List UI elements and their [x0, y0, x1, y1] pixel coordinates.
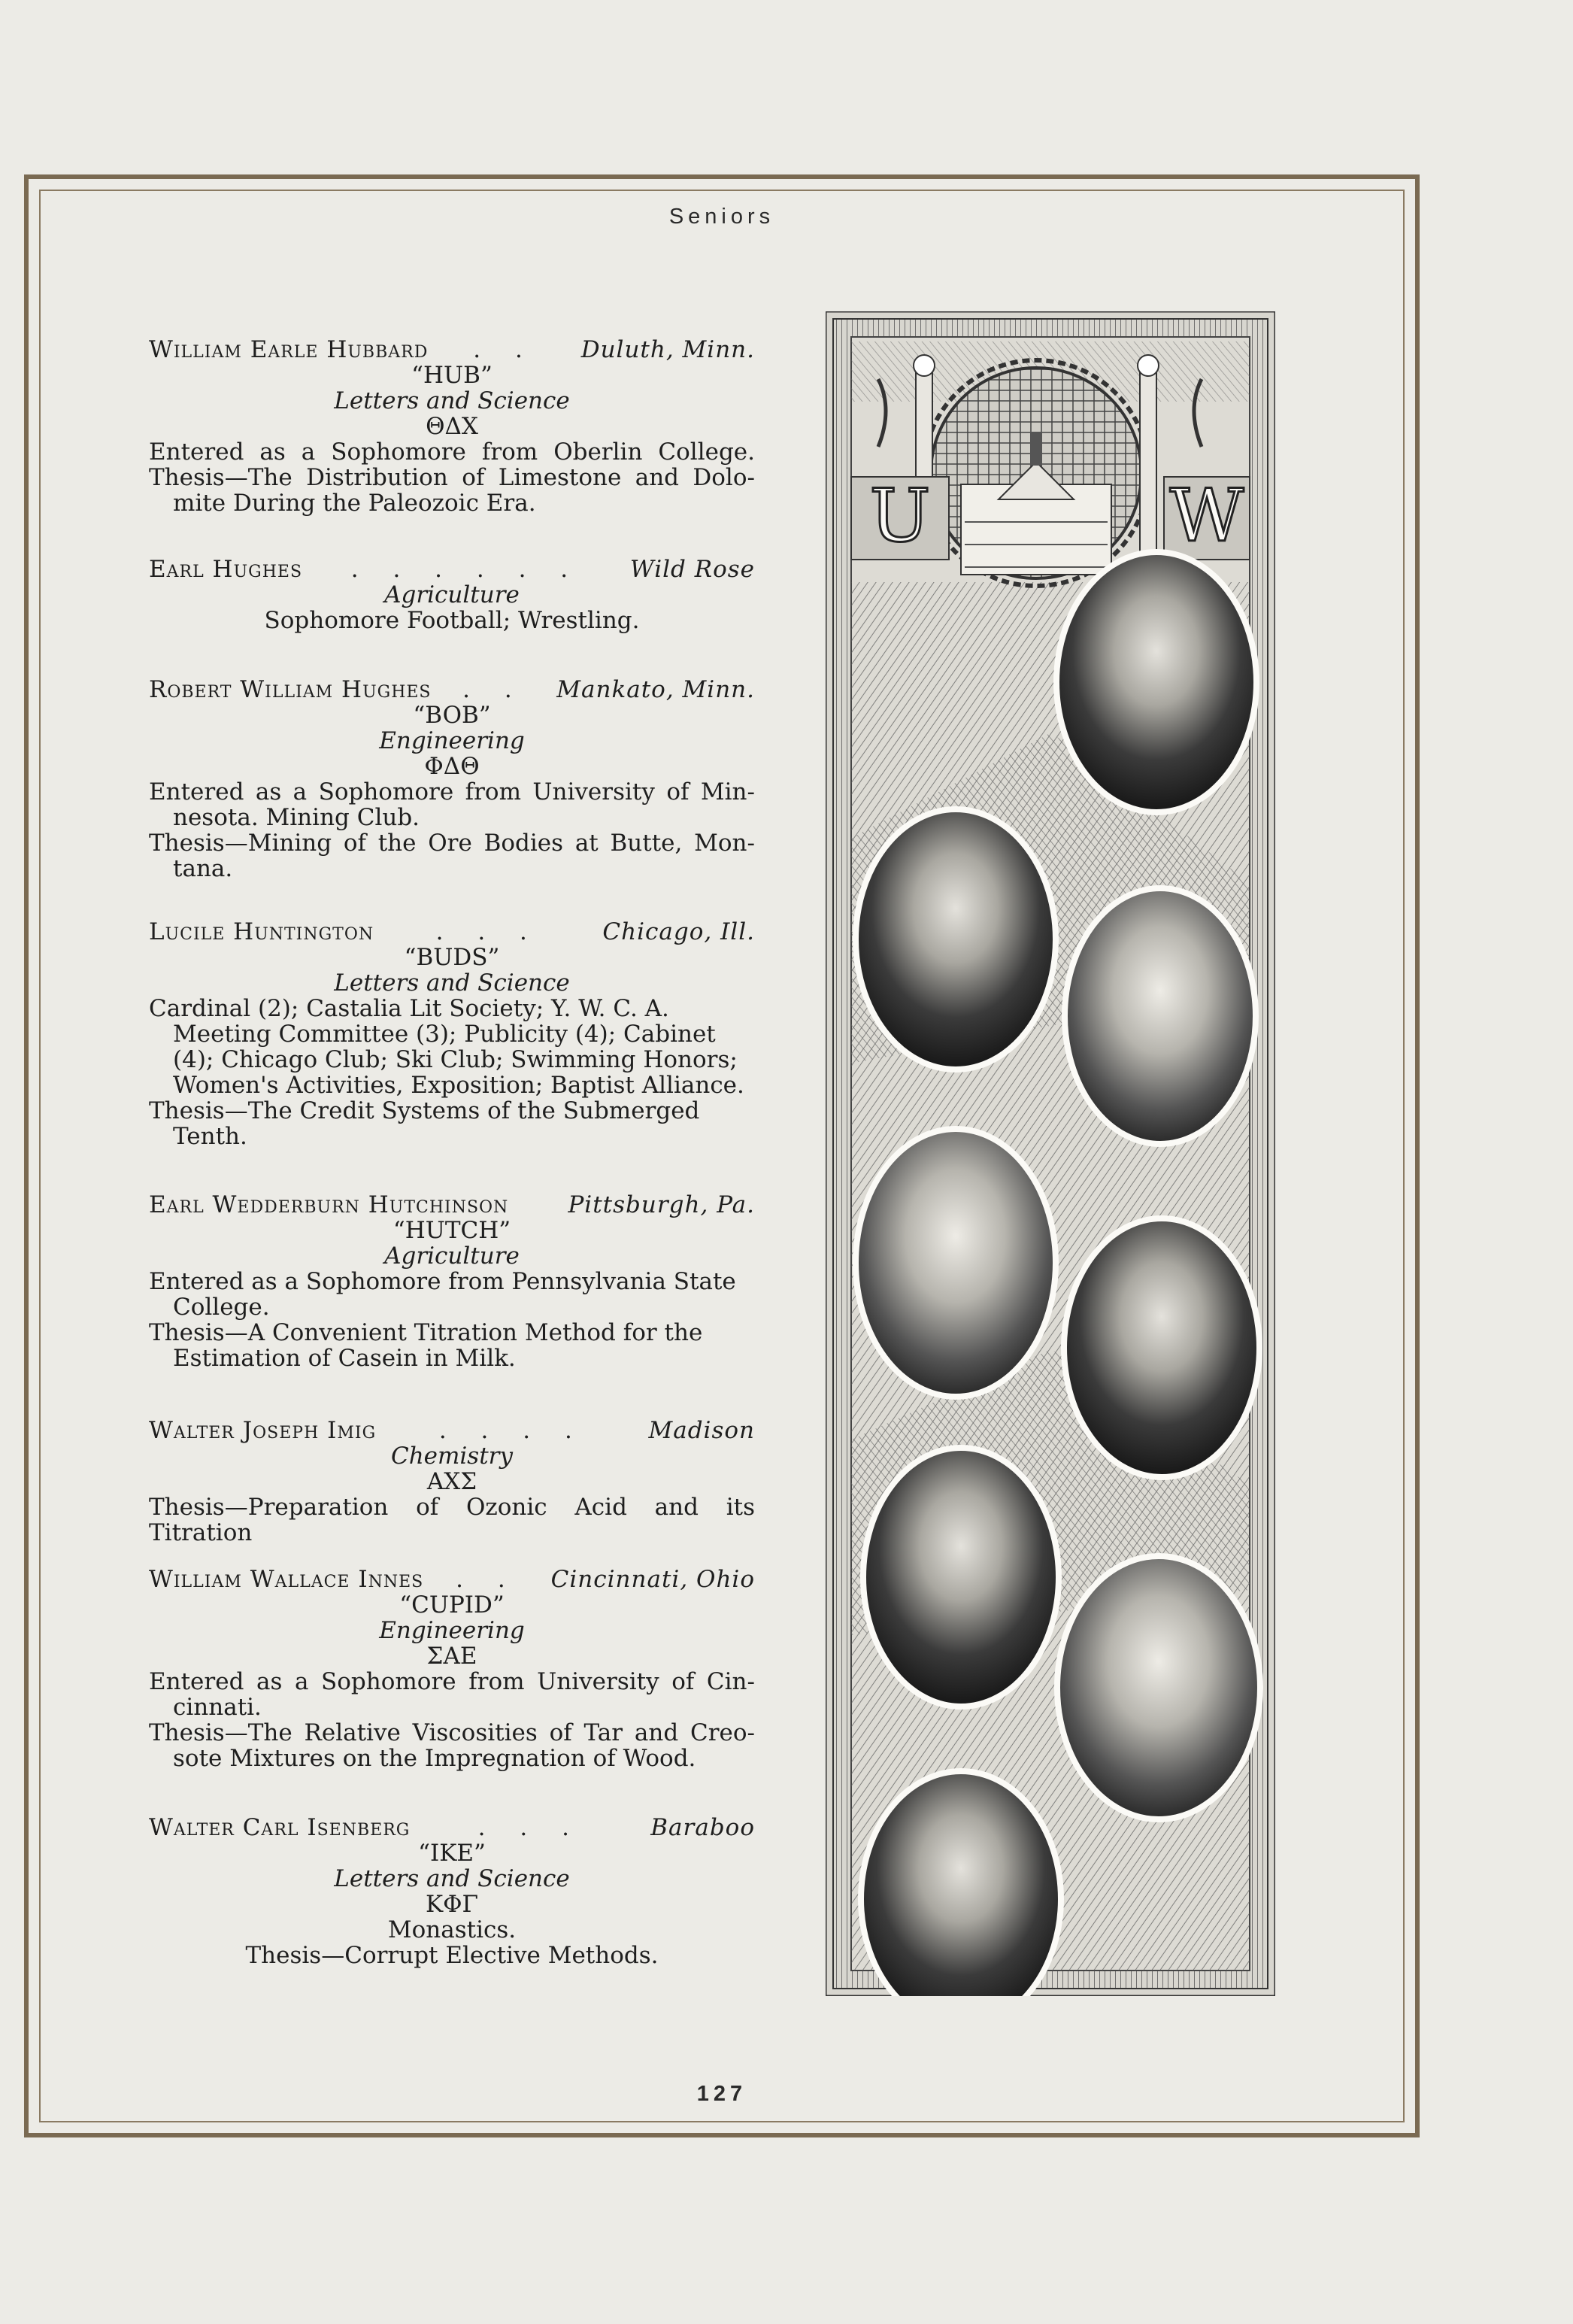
leader-dots: . .	[473, 336, 536, 363]
entry-header	[149, 1567, 755, 1592]
hometown: Madison	[648, 1417, 755, 1444]
entry-header	[149, 1418, 755, 1443]
entry-header	[149, 677, 755, 702]
senior-entry	[149, 1815, 755, 1968]
entry-text: Entered as a Sophomore from University of Min-	[149, 778, 755, 806]
nickname: “HUB”	[411, 362, 493, 389]
portrait-banner	[826, 311, 1275, 1996]
banner-letter-right: W	[1169, 474, 1244, 558]
banner-letter-left: U	[869, 474, 931, 558]
leader-dots: . . . . . .	[350, 556, 582, 583]
entry-text: Entered as a Sophomore from Pennsylvania State College.	[149, 1268, 736, 1321]
leader-dots: . .	[462, 676, 526, 703]
portrait-2	[856, 809, 1056, 1069]
nickname: “BOB”	[413, 702, 491, 729]
fraternity: ΑΧΣ	[426, 1468, 477, 1495]
senior-entry	[149, 337, 755, 516]
leader-dots: . .	[456, 1566, 519, 1593]
hometown: Baraboo	[650, 1814, 755, 1841]
entry-text: Thesis—The Distribution of Limestone and Dolo-	[149, 464, 755, 491]
portrait-5	[1064, 1218, 1259, 1477]
portrait-7	[1057, 1556, 1260, 1819]
portrait-1	[1056, 552, 1256, 812]
college: Letters and Science	[334, 1865, 570, 1892]
entry-text: Sophomore Football; Wrestling.	[264, 607, 640, 634]
entry-text: Entered as a Sophomore from Oberlin College.	[149, 438, 755, 466]
senior-name: Walter Joseph Imig	[149, 1417, 377, 1444]
entry-text: Monastics.	[387, 1916, 517, 1943]
entry-text: Entered as a Sophomore from University of Cin-	[149, 1668, 755, 1695]
senior-name: William Earle Hubbard	[149, 336, 429, 363]
nickname: “BUDS”	[404, 944, 500, 971]
entry-header	[149, 919, 755, 945]
entry-text: cinnati.	[173, 1694, 262, 1721]
college: Agriculture	[384, 1242, 520, 1270]
entry-text: mite During the Paleozoic Era.	[173, 490, 536, 517]
entry-header	[149, 1192, 755, 1218]
nickname: “IKE”	[418, 1840, 486, 1867]
senior-entry	[149, 1192, 755, 1371]
college: Engineering	[379, 1617, 525, 1644]
page-number: 127	[696, 2082, 747, 2106]
entry-text: nesota. Mining Club.	[173, 804, 420, 831]
nickname: “CUPID”	[399, 1591, 505, 1619]
entry-text: sote Mixtures on the Impregnation of Wood.	[173, 1745, 696, 1772]
senior-name: Walter Carl Isenberg	[149, 1814, 411, 1841]
senior-entry	[149, 1567, 755, 1771]
page-heading: Seniors	[668, 205, 775, 229]
senior-name: Earl Hughes	[149, 556, 303, 583]
nickname: “HUTCH”	[392, 1217, 511, 1244]
senior-entry	[149, 557, 755, 633]
senior-name: William Wallace Innes	[149, 1566, 424, 1593]
college: Letters and Science	[334, 969, 570, 997]
fraternity: ΚΦΓ	[425, 1891, 479, 1918]
hometown: Mankato, Minn.	[556, 676, 755, 703]
hometown: Duluth, Minn.	[580, 336, 755, 363]
college: Chemistry	[390, 1443, 514, 1470]
senior-entry	[149, 1418, 755, 1546]
college: Agriculture	[384, 581, 520, 608]
fraternity: ΣΑΕ	[426, 1643, 477, 1670]
senior-name: Earl Wedderburn Hutchinson	[149, 1191, 509, 1218]
entry-text: Thesis—Corrupt Elective Methods.	[245, 1942, 659, 1969]
entry-header	[149, 1815, 755, 1840]
entry-text: Thesis—Mining of the Ore Bodies at Butte, Mon-	[149, 830, 755, 857]
senior-name: Lucile Huntington	[149, 918, 374, 945]
entry-header	[149, 557, 755, 582]
hometown: Pittsburgh, Pa.	[568, 1191, 755, 1218]
portrait-8	[861, 1771, 1061, 1996]
portrait-3	[1065, 888, 1256, 1144]
fraternity: ΘΔΧ	[426, 413, 478, 440]
college: Engineering	[379, 727, 525, 754]
fraternity: ΦΔΘ	[424, 753, 480, 780]
entry-text: Thesis—The Credit Systems of the Submerged Tenth.	[149, 1097, 700, 1150]
leader-dots: . . . .	[438, 1417, 586, 1444]
senior-entry	[149, 919, 755, 1149]
hometown: Chicago, Ill.	[602, 918, 755, 945]
leader-dots: . . .	[477, 1814, 583, 1841]
entry-text: Thesis—A Convenient Titration Method for the Estimation of Casein in Milk.	[149, 1319, 703, 1372]
senior-entry	[149, 677, 755, 881]
portrait-6	[863, 1448, 1059, 1707]
entry-header	[149, 337, 755, 363]
senior-name: Robert William Hughes	[149, 676, 432, 703]
leader-dots	[508, 1192, 568, 1218]
hometown: Cincinnati, Ohio	[550, 1566, 755, 1593]
entry-text: tana.	[173, 855, 233, 882]
leader-dots: . . .	[435, 918, 541, 945]
portrait-4	[856, 1129, 1056, 1397]
college: Letters and Science	[334, 387, 570, 414]
entry-text: Thesis—Preparation of Ozonic Acid and its Titration	[149, 1494, 755, 1546]
hometown: Wild Rose	[629, 556, 755, 583]
entry-text: Thesis—The Relative Viscosities of Tar and Creo-	[149, 1719, 755, 1746]
entry-text: Cardinal (2); Castalia Lit Society; Y. W. C. A. Meeting Committee (3); Publicity (4); Cabinet (4); Chicago Club; Ski Club; Swimming Honors; Women's Activities, Exposition; Baptist Alliance.	[149, 995, 744, 1099]
